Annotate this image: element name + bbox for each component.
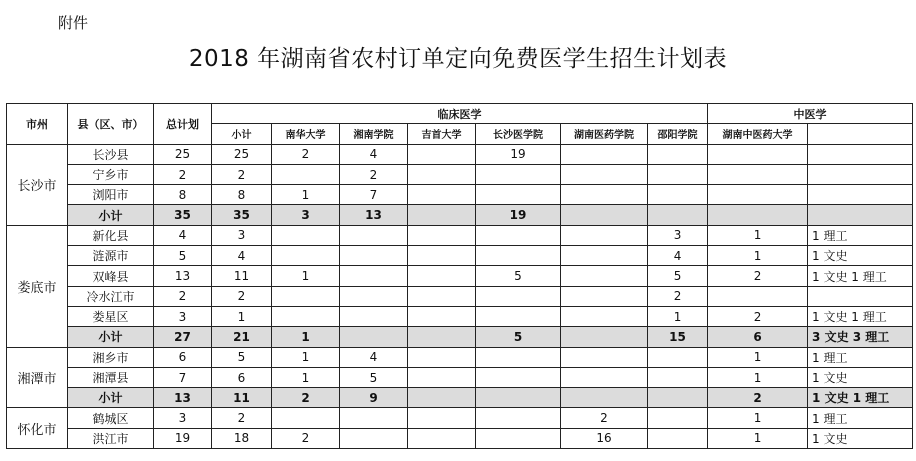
hunan-med-college-cell [561, 205, 648, 225]
shaoyang-cell: 5 [648, 266, 708, 286]
hunan-tcm-univ-cell: 2 [708, 306, 808, 326]
clinical-subtotal-cell: 8 [212, 185, 272, 205]
table-row [7, 306, 913, 326]
county-cell: 湘潭县 [68, 367, 154, 387]
jishou-cell [408, 286, 476, 306]
hunan-tcm-univ-cell [708, 185, 808, 205]
changsha-med-cell [476, 408, 561, 428]
nanhua-cell: 1 [272, 185, 340, 205]
table-row [7, 428, 913, 448]
shaoyang-cell [648, 347, 708, 367]
jishou-cell [408, 428, 476, 448]
header-total: 总计划 [154, 104, 212, 145]
hunan-tcm-univ-cell [708, 164, 808, 184]
header-xiangnan: 湘南学院 [340, 124, 408, 144]
header-hunan-med-college: 湖南医药学院 [561, 124, 648, 144]
hunan-tcm-univ-cell [708, 286, 808, 306]
changsha-med-cell: 5 [476, 327, 561, 347]
total-cell: 4 [154, 225, 212, 245]
county-cell: 涟源市 [68, 246, 154, 266]
xiangnan-cell: 2 [340, 164, 408, 184]
clinical-subtotal-cell: 11 [212, 388, 272, 408]
header-shaoyang: 邵阳学院 [648, 124, 708, 144]
table-row [7, 185, 913, 205]
table-row [7, 164, 913, 184]
shaoyang-cell [648, 428, 708, 448]
nanhua-cell: 1 [272, 266, 340, 286]
nanhua-cell [272, 408, 340, 428]
category-note-cell: 3 文史 3 理工 [808, 327, 913, 347]
table-row [7, 347, 913, 367]
total-cell: 2 [154, 286, 212, 306]
hunan-med-college-cell [561, 225, 648, 245]
hunan-med-college-cell: 2 [561, 408, 648, 428]
page-title: 2018 年湖南省农村订单定向免费医学生招生计划表 [188, 46, 728, 72]
county-cell: 娄星区 [68, 306, 154, 326]
nanhua-cell: 2 [272, 144, 340, 164]
changsha-med-cell [476, 428, 561, 448]
county-cell: 小计 [68, 327, 154, 347]
nanhua-cell: 1 [272, 327, 340, 347]
city-cell: 长沙市 [7, 144, 68, 225]
category-note-cell [808, 144, 913, 164]
hunan-tcm-univ-cell: 1 [708, 367, 808, 387]
category-note-cell [808, 205, 913, 225]
header-notes [808, 124, 913, 144]
header-hunan-tcm-univ: 湖南中医药大学 [708, 124, 808, 144]
total-cell: 13 [154, 388, 212, 408]
xiangnan-cell: 7 [340, 185, 408, 205]
changsha-med-cell [476, 164, 561, 184]
nanhua-cell [272, 164, 340, 184]
nanhua-cell: 2 [272, 428, 340, 448]
changsha-med-cell [476, 306, 561, 326]
subtotal-row [7, 388, 913, 408]
county-cell: 湘乡市 [68, 347, 154, 367]
table-row [7, 266, 913, 286]
clinical-subtotal-cell: 5 [212, 347, 272, 367]
county-cell: 宁乡市 [68, 164, 154, 184]
hunan-tcm-univ-cell [708, 205, 808, 225]
shaoyang-cell: 2 [648, 286, 708, 306]
header-tcm: 中医学 [708, 104, 913, 124]
county-cell: 双峰县 [68, 266, 154, 286]
table-row [7, 286, 913, 306]
shaoyang-cell [648, 144, 708, 164]
total-cell: 2 [154, 164, 212, 184]
header-county: 县（区、市） [68, 104, 154, 145]
hunan-med-college-cell [561, 246, 648, 266]
jishou-cell [408, 185, 476, 205]
header-clinical-medicine: 临床医学 [212, 104, 708, 124]
changsha-med-cell: 19 [476, 205, 561, 225]
clinical-subtotal-cell: 2 [212, 408, 272, 428]
total-cell: 5 [154, 246, 212, 266]
xiangnan-cell [340, 286, 408, 306]
category-note-cell: 1 文史 [808, 428, 913, 448]
shaoyang-cell [648, 367, 708, 387]
hunan-tcm-univ-cell: 1 [708, 408, 808, 428]
total-cell: 27 [154, 327, 212, 347]
jishou-cell [408, 266, 476, 286]
table-row [7, 246, 913, 266]
xiangnan-cell: 4 [340, 144, 408, 164]
hunan-tcm-univ-cell [708, 144, 808, 164]
attachment-label: 附件 [58, 14, 89, 32]
county-cell: 新化县 [68, 225, 154, 245]
shaoyang-cell [648, 185, 708, 205]
category-note-cell: 1 文史 1 理工 [808, 306, 913, 326]
changsha-med-cell [476, 185, 561, 205]
shaoyang-cell [648, 205, 708, 225]
shaoyang-cell: 15 [648, 327, 708, 347]
jishou-cell [408, 327, 476, 347]
county-cell: 浏阳市 [68, 185, 154, 205]
hunan-tcm-univ-cell: 6 [708, 327, 808, 347]
category-note-cell: 1 文史 1 理工 [808, 388, 913, 408]
header-subtotal: 小计 [212, 124, 272, 144]
jishou-cell [408, 408, 476, 428]
xiangnan-cell [340, 306, 408, 326]
clinical-subtotal-cell: 35 [212, 205, 272, 225]
nanhua-cell [272, 225, 340, 245]
jishou-cell [408, 367, 476, 387]
category-note-cell: 1 理工 [808, 408, 913, 428]
table-row [7, 225, 913, 245]
nanhua-cell: 1 [272, 367, 340, 387]
hunan-med-college-cell [561, 306, 648, 326]
county-cell: 冷水江市 [68, 286, 154, 306]
xiangnan-cell [340, 408, 408, 428]
xiangnan-cell [340, 225, 408, 245]
category-note-cell: 1 文史 [808, 367, 913, 387]
clinical-subtotal-cell: 21 [212, 327, 272, 347]
total-cell: 35 [154, 205, 212, 225]
clinical-subtotal-cell: 18 [212, 428, 272, 448]
clinical-subtotal-cell: 2 [212, 164, 272, 184]
changsha-med-cell [476, 347, 561, 367]
hunan-tcm-univ-cell: 2 [708, 266, 808, 286]
clinical-subtotal-cell: 3 [212, 225, 272, 245]
jishou-cell [408, 205, 476, 225]
shaoyang-cell: 3 [648, 225, 708, 245]
xiangnan-cell: 4 [340, 347, 408, 367]
city-cell: 怀化市 [7, 408, 68, 449]
total-cell: 19 [154, 428, 212, 448]
jishou-cell [408, 144, 476, 164]
total-cell: 8 [154, 185, 212, 205]
nanhua-cell: 2 [272, 388, 340, 408]
enrollment-plan-table [6, 103, 913, 449]
table-body [7, 144, 913, 448]
county-cell: 小计 [68, 205, 154, 225]
hunan-med-college-cell [561, 164, 648, 184]
subtotal-row [7, 205, 913, 225]
header-changsha-med: 长沙医学院 [476, 124, 561, 144]
category-note-cell: 1 理工 [808, 225, 913, 245]
hunan-tcm-univ-cell: 1 [708, 225, 808, 245]
nanhua-cell: 1 [272, 347, 340, 367]
subtotal-row [7, 327, 913, 347]
total-cell: 6 [154, 347, 212, 367]
jishou-cell [408, 306, 476, 326]
xiangnan-cell [340, 266, 408, 286]
total-cell: 3 [154, 306, 212, 326]
clinical-subtotal-cell: 1 [212, 306, 272, 326]
county-cell: 小计 [68, 388, 154, 408]
clinical-subtotal-cell: 4 [212, 246, 272, 266]
shaoyang-cell [648, 388, 708, 408]
nanhua-cell: 3 [272, 205, 340, 225]
category-note-cell: 1 文史 1 理工 [808, 266, 913, 286]
category-note-cell: 1 文史 [808, 246, 913, 266]
shaoyang-cell [648, 164, 708, 184]
hunan-med-college-cell [561, 266, 648, 286]
xiangnan-cell [340, 327, 408, 347]
category-note-cell [808, 286, 913, 306]
county-cell: 长沙县 [68, 144, 154, 164]
total-cell: 13 [154, 266, 212, 286]
clinical-subtotal-cell: 25 [212, 144, 272, 164]
header-nanhua: 南华大学 [272, 124, 340, 144]
total-cell: 25 [154, 144, 212, 164]
jishou-cell [408, 388, 476, 408]
changsha-med-cell: 5 [476, 266, 561, 286]
jishou-cell [408, 246, 476, 266]
jishou-cell [408, 164, 476, 184]
xiangnan-cell: 9 [340, 388, 408, 408]
header-jishou: 吉首大学 [408, 124, 476, 144]
hunan-med-college-cell [561, 347, 648, 367]
hunan-med-college-cell [561, 388, 648, 408]
table-row [7, 367, 913, 387]
xiangnan-cell: 13 [340, 205, 408, 225]
category-note-cell [808, 185, 913, 205]
changsha-med-cell [476, 286, 561, 306]
xiangnan-cell: 5 [340, 367, 408, 387]
changsha-med-cell: 19 [476, 144, 561, 164]
county-cell: 洪江市 [68, 428, 154, 448]
county-cell: 鹤城区 [68, 408, 154, 428]
total-cell: 3 [154, 408, 212, 428]
hunan-med-college-cell [561, 286, 648, 306]
changsha-med-cell [476, 246, 561, 266]
hunan-med-college-cell [561, 327, 648, 347]
category-note-cell: 1 理工 [808, 347, 913, 367]
clinical-subtotal-cell: 11 [212, 266, 272, 286]
table-row [7, 144, 913, 164]
city-cell: 娄底市 [7, 225, 68, 347]
changsha-med-cell [476, 367, 561, 387]
hunan-med-college-cell: 16 [561, 428, 648, 448]
hunan-tcm-univ-cell: 1 [708, 246, 808, 266]
jishou-cell [408, 225, 476, 245]
clinical-subtotal-cell: 6 [212, 367, 272, 387]
city-cell: 湘潭市 [7, 347, 68, 408]
nanhua-cell [272, 286, 340, 306]
nanhua-cell [272, 306, 340, 326]
changsha-med-cell [476, 388, 561, 408]
shaoyang-cell: 4 [648, 246, 708, 266]
hunan-tcm-univ-cell: 2 [708, 388, 808, 408]
shaoyang-cell [648, 408, 708, 428]
changsha-med-cell [476, 225, 561, 245]
shaoyang-cell: 1 [648, 306, 708, 326]
jishou-cell [408, 347, 476, 367]
xiangnan-cell [340, 428, 408, 448]
total-cell: 7 [154, 367, 212, 387]
hunan-tcm-univ-cell: 1 [708, 347, 808, 367]
hunan-tcm-univ-cell: 1 [708, 428, 808, 448]
header-city: 市州 [7, 104, 68, 145]
hunan-med-college-cell [561, 144, 648, 164]
nanhua-cell [272, 246, 340, 266]
table-row [7, 408, 913, 428]
hunan-med-college-cell [561, 185, 648, 205]
category-note-cell [808, 164, 913, 184]
hunan-med-college-cell [561, 367, 648, 387]
xiangnan-cell [340, 246, 408, 266]
clinical-subtotal-cell: 2 [212, 286, 272, 306]
